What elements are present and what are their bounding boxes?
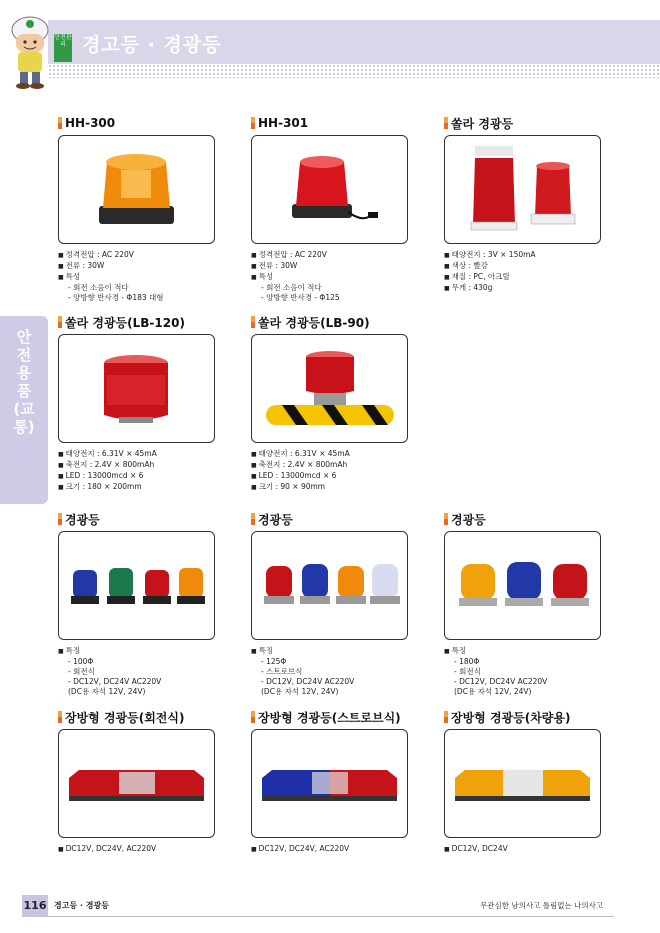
product-card-solar-beacon [444, 114, 604, 294]
product-title: 쏠라 경광등(LB-120) [58, 313, 218, 331]
product-title: 장방형 경광등(스트로브식) [251, 708, 411, 726]
page-title: 경고등 · 경광등 [82, 34, 222, 56]
side-tab-label: 안전용품(교통) [13, 328, 35, 436]
product-card-lb90 [251, 313, 411, 493]
product-title: 장방형 경광등(회전식) [58, 708, 218, 726]
product-card-lb120 [58, 313, 218, 493]
product-photo-amber-lightbar [444, 729, 601, 838]
product-specs: ■ DC12V, DC24V, AC220V [58, 844, 218, 855]
product-specs: ■ 특징 - 125Φ - 스트로브식 - DC12V, DC24V AC220V (DC용 자석 12V, 24V) [251, 646, 411, 697]
product-title: HH-300 [58, 114, 218, 132]
footer-section-title: 경고등 · 경광등 [54, 901, 109, 910]
title-marker-icon [444, 711, 448, 723]
product-photo-red-beacon [251, 135, 408, 244]
product-card-lightbar-strobe [251, 708, 411, 855]
product-card-beacon-180 [444, 510, 604, 697]
product-specs: ■ DC12V, DC24V [444, 844, 604, 855]
page-header [0, 0, 660, 80]
product-specs: ■ 태양전지 : 6.31V × 45mA ■ 축전지 : 2.4V × 800mAh ■ LED : 13000mcd × 6 ■ 크기 : 180 × 200mm [58, 449, 218, 493]
title-marker-icon [444, 117, 448, 129]
title-marker-icon [251, 316, 255, 328]
mascot-safety-worker-icon [6, 8, 58, 92]
product-photo-solar-red-beacons [444, 135, 601, 244]
product-card-beacon-125 [251, 510, 411, 697]
product-title: 쏠라 경광등(LB-90) [251, 313, 411, 331]
product-title: 경광등 [444, 510, 604, 528]
title-marker-icon [58, 513, 62, 525]
product-card-hh300 [58, 114, 218, 303]
product-title: HH-301 [251, 114, 411, 132]
product-specs: ■ 정격전압 : AC 220V ■ 전류 : 30W ■ 특성 - 회전 소음이 적다 - 양방향 반사경 - Φ183 대형 [58, 250, 218, 303]
footer-divider [48, 916, 614, 917]
title-marker-icon [444, 513, 448, 525]
product-photo-red-lightbar [58, 729, 215, 838]
title-marker-icon [251, 711, 255, 723]
product-photo-strobe-beacons [251, 531, 408, 640]
title-marker-icon [58, 316, 62, 328]
title-marker-icon [251, 117, 255, 129]
product-title: 쏠라 경광등 [444, 114, 604, 132]
product-title: 장방형 경광등(차량용) [444, 708, 604, 726]
page-number: 116 [22, 895, 48, 917]
product-card-lightbar-rotating [58, 708, 218, 855]
footer-slogan: 무관심한 남의사고 틀림없는 나의사고 [480, 901, 604, 910]
product-photo-lb120 [58, 334, 215, 443]
product-specs: ■ DC12V, DC24V, AC220V [251, 844, 411, 855]
product-card-beacon-100 [58, 510, 218, 697]
product-photo-amber-rotating-beacon [58, 135, 215, 244]
product-specs: ■ 태양전지 : 6.31V × 45mA ■ 축전지 : 2.4V × 800mAh ■ LED : 13000mcd × 6 ■ 크기 : 90 × 90mm [251, 449, 411, 493]
category-tag: 안전관리 [54, 34, 72, 62]
title-marker-icon [251, 513, 255, 525]
product-photo-lb90-on-barrier [251, 334, 408, 443]
product-card-hh301 [251, 114, 411, 303]
header-dot-pattern [48, 64, 660, 78]
product-photo-blue-red-lightbar [251, 729, 408, 838]
product-title: 경광등 [251, 510, 411, 528]
product-specs: ■ 특징 - 100Φ - 회전식 - DC12V, DC24V AC220V (DC용 자석 12V, 24V) [58, 646, 218, 697]
title-marker-icon [58, 711, 62, 723]
title-marker-icon [58, 117, 62, 129]
product-specs: ■ 태양전지 : 3V × 150mA ■ 색상 : 빨강 ■ 재질 : PC, 아크릴 ■ 무게 : 430g [444, 250, 604, 294]
product-specs: ■ 정격전압 : AC 220V ■ 전류 : 30W ■ 특성 - 회전 소음이 적다 - 양방향 반사경 - Φ125 [251, 250, 411, 303]
product-title: 경광등 [58, 510, 218, 528]
product-card-lightbar-vehicle [444, 708, 604, 855]
product-photo-large-beacons [444, 531, 601, 640]
product-photo-four-color-beacons [58, 531, 215, 640]
product-specs: ■ 특징 - 180Φ - 회전식 - DC12V, DC24V AC220V (DC용 자석 12V, 24V) [444, 646, 604, 697]
